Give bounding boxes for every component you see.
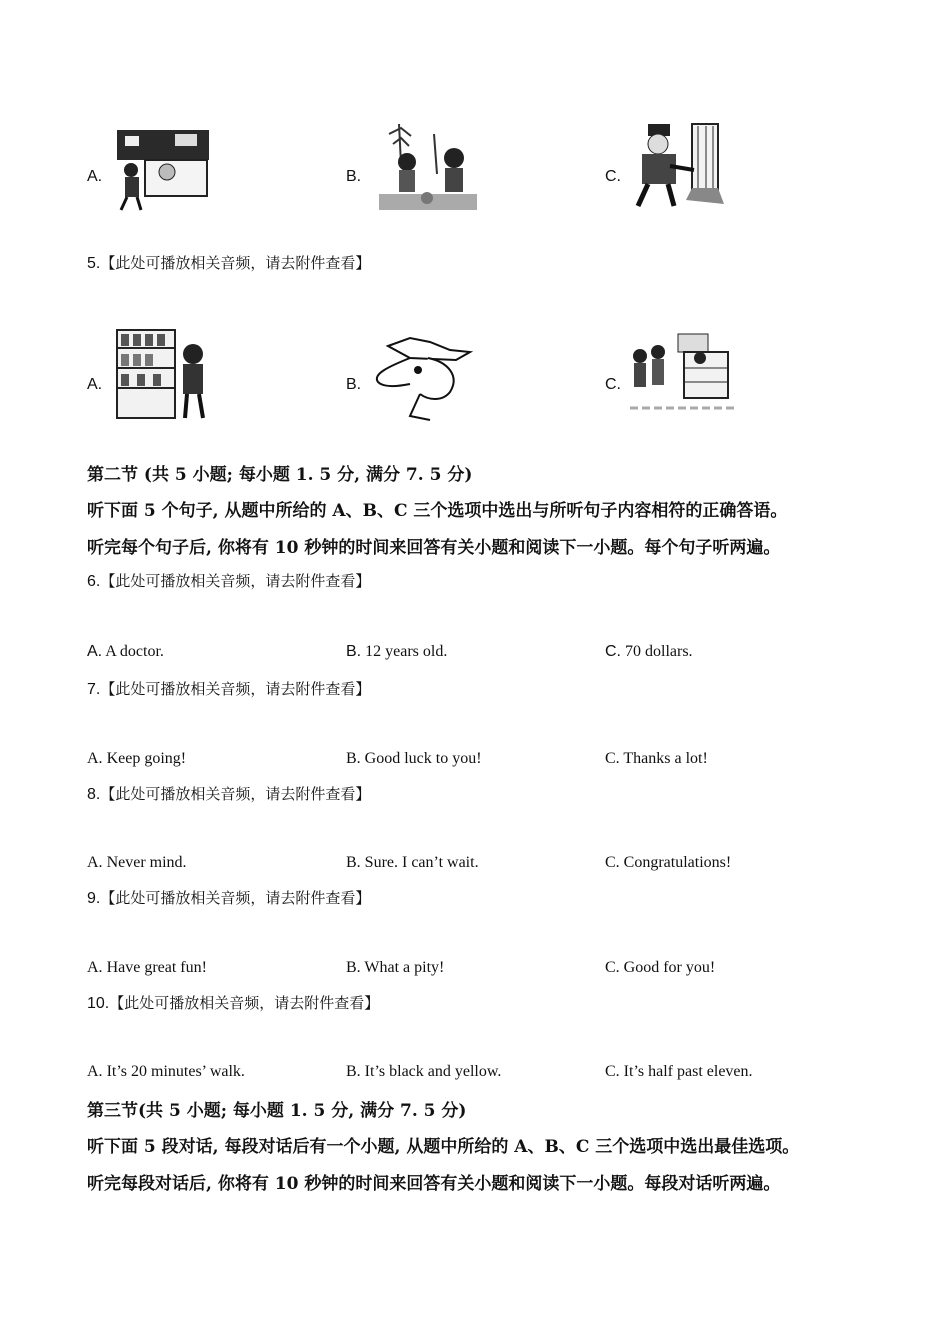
chopping-tree-illustration	[630, 122, 724, 210]
section-3-instruction-1: 听下面 5 段对话, 每段对话后有一个小题, 从题中所给的 A、B、C 三个选项中选出最佳选项。	[87, 1137, 800, 1157]
option-letter: C.	[605, 643, 621, 660]
option-c-label: C.	[605, 376, 621, 393]
section-3-title: 第三节(共 5 小题; 每小题 1. 5 分, 满分 7. 5 分)	[87, 1101, 467, 1121]
option-text: Good for you!	[623, 959, 716, 976]
section-2-instruction-1: 听下面 5 个句子, 从题中所给的 A、B、C 三个选项中选出与所听句子内容相符的正确答语。	[87, 501, 788, 521]
option-letter: A.	[87, 959, 103, 976]
option-text: Good luck to you!	[364, 750, 482, 767]
option-b	[346, 643, 447, 661]
option-b	[346, 959, 444, 977]
option-a	[87, 959, 207, 977]
option-a	[87, 643, 164, 661]
option-letter: C.	[605, 854, 620, 871]
option-text: 12 years old.	[365, 643, 448, 660]
option-letter: A.	[87, 1063, 103, 1080]
option-b-label: B.	[346, 168, 362, 185]
option-letter: C.	[605, 750, 620, 767]
option-b	[346, 1063, 501, 1081]
option-text: It’s 20 minutes’ walk.	[106, 1063, 245, 1080]
option-text: What a pity!	[364, 959, 445, 976]
question-10	[87, 992, 379, 1013]
question-number: 8.	[87, 786, 101, 803]
audio-note: 【此处可播放相关音频，请去附件查看】	[100, 254, 371, 272]
option-text: Thanks a lot!	[623, 750, 708, 767]
people-at-car-illustration	[630, 332, 734, 414]
option-b	[346, 750, 482, 768]
supermarket-shelf-illustration	[115, 326, 211, 422]
question-6	[87, 570, 370, 591]
audio-note: 【此处可播放相关音频，请去附件查看】	[100, 785, 371, 803]
option-letter: C.	[605, 959, 620, 976]
option-c	[605, 1063, 753, 1081]
option-letter: A.	[87, 643, 103, 660]
audio-note: 【此处可播放相关音频，请去附件查看】	[100, 889, 371, 907]
question-9	[87, 887, 370, 908]
option-letter: B.	[346, 643, 362, 660]
option-letter: B.	[346, 1063, 361, 1080]
man-with-hat-illustration	[370, 336, 474, 424]
option-letter: C.	[605, 1063, 620, 1080]
section-2-instruction-2: 听完每个句子后, 你将有 10 秒钟的时间来回答有关小题和阅读下一小题。每个句子听两遍。	[87, 538, 781, 558]
option-text: A doctor.	[105, 643, 164, 660]
option-c-label: C.	[605, 168, 621, 185]
question-number: 5.	[87, 255, 101, 272]
section-3-instruction-2: 听完每段对话后, 你将有 10 秒钟的时间来回答有关小题和阅读下一小题。每段对话听两遍。	[87, 1174, 781, 1194]
option-text: Have great fun!	[106, 959, 207, 976]
audio-note: 【此处可播放相关音频，请去附件查看】	[109, 994, 380, 1012]
option-letter: B.	[346, 959, 361, 976]
shopping-cart-illustration	[115, 124, 211, 214]
option-c	[605, 643, 693, 661]
question-5	[87, 252, 370, 273]
section-2-title: 第二节 (共 5 小题; 每小题 1. 5 分, 满分 7. 5 分)	[87, 465, 473, 485]
option-text: 70 dollars.	[625, 643, 693, 660]
option-a	[87, 750, 186, 768]
option-letter: A.	[87, 750, 103, 767]
question-number: 9.	[87, 890, 101, 907]
option-text: Sure. I can’t wait.	[364, 854, 479, 871]
option-text: It’s half past eleven.	[623, 1063, 753, 1080]
option-a-label: A.	[87, 168, 103, 185]
audio-note: 【此处可播放相关音频，请去附件查看】	[100, 680, 371, 698]
question-number: 7.	[87, 681, 101, 698]
option-c	[605, 959, 715, 977]
option-letter: A.	[87, 854, 103, 871]
question-number: 6.	[87, 573, 101, 590]
option-c	[605, 854, 731, 872]
option-letter: B.	[346, 854, 361, 871]
question-8	[87, 783, 370, 804]
option-a	[87, 1063, 245, 1081]
option-a	[87, 854, 187, 872]
option-c	[605, 750, 708, 768]
option-text: Congratulations!	[623, 854, 732, 871]
question-7	[87, 678, 370, 699]
option-b	[346, 854, 479, 872]
option-b-label: B.	[346, 376, 362, 393]
option-text: It’s black and yellow.	[364, 1063, 502, 1080]
option-a-label: A.	[87, 376, 103, 393]
option-letter: B.	[346, 750, 361, 767]
option-text: Keep going!	[106, 750, 187, 767]
option-text: Never mind.	[106, 854, 187, 871]
audio-note: 【此处可播放相关音频，请去附件查看】	[100, 572, 371, 590]
tree-planting-illustration	[379, 124, 477, 212]
question-number: 10.	[87, 995, 110, 1012]
